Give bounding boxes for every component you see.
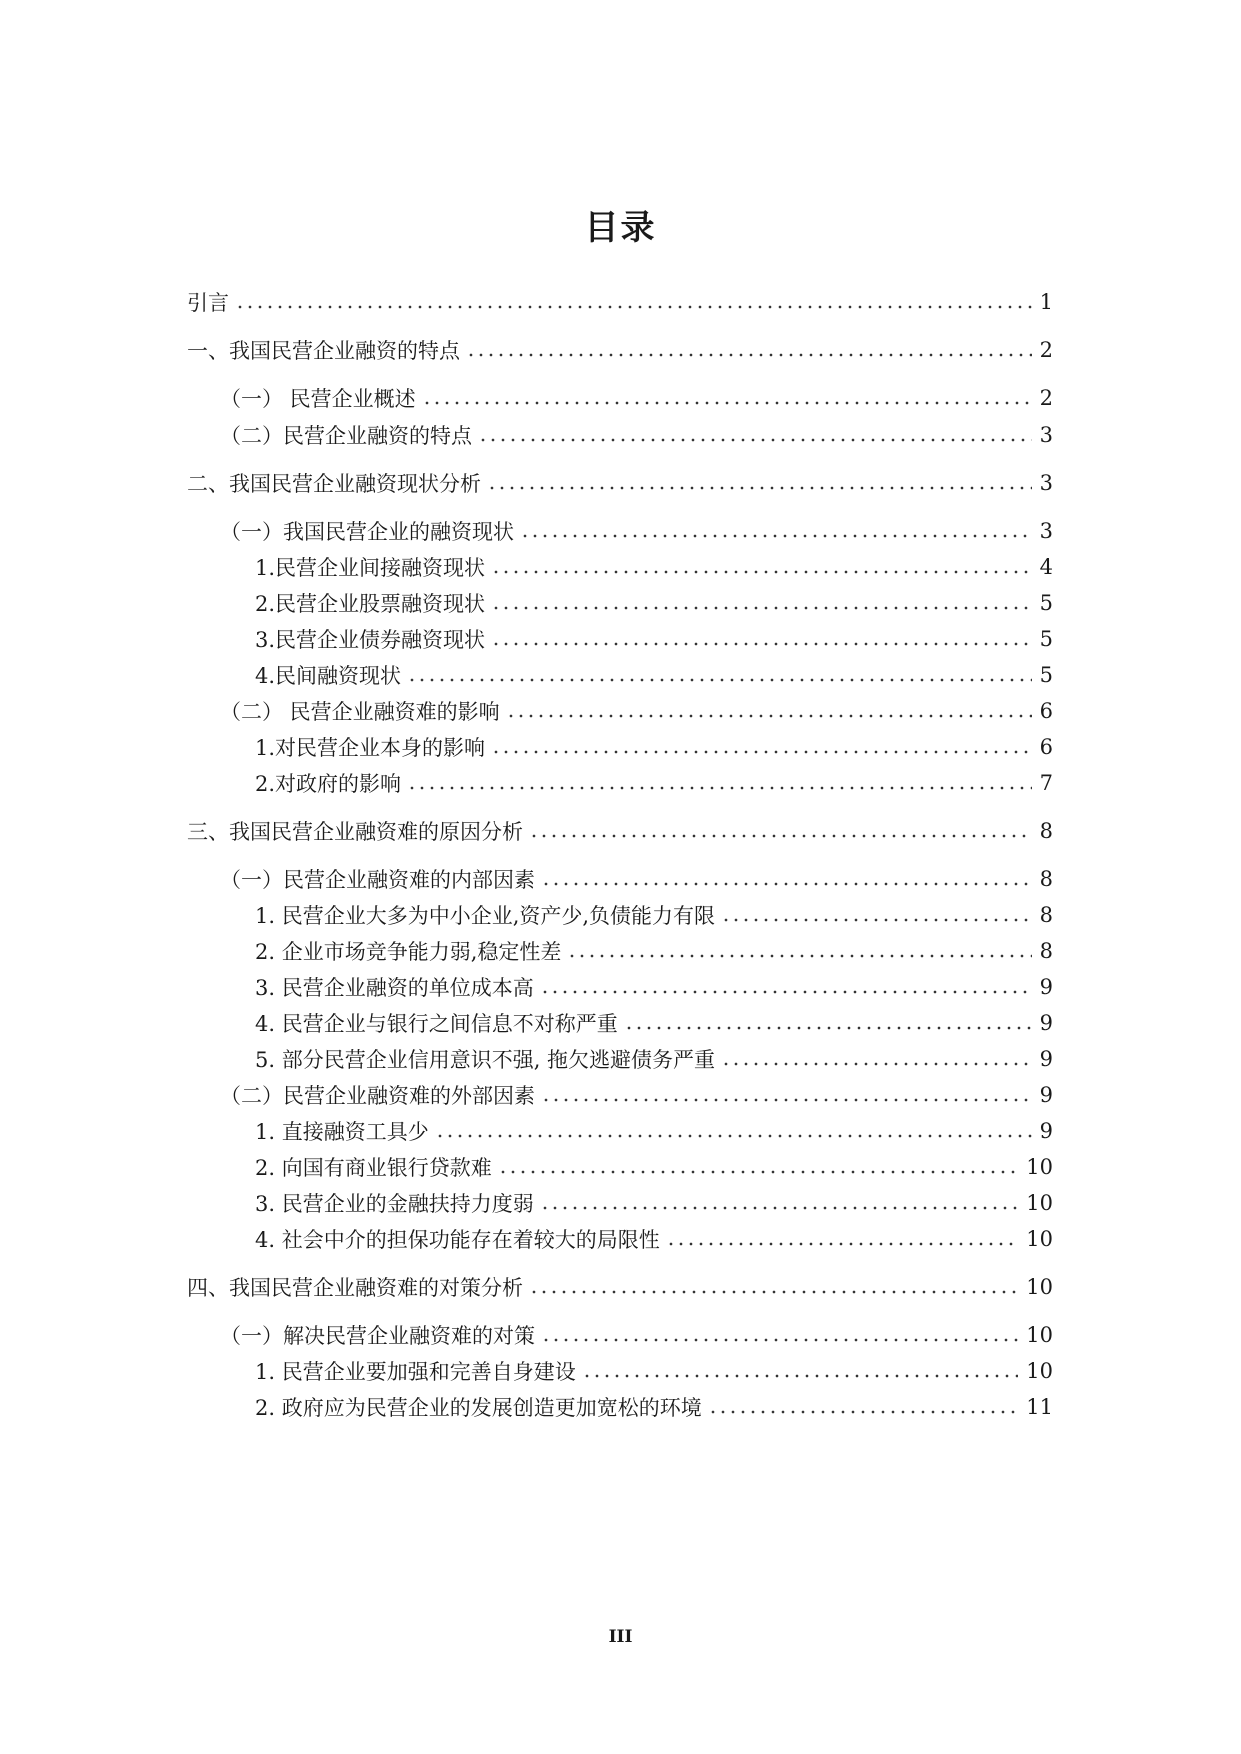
toc-entry-label: 2. 政府应为民营企业的发展创造更加宽松的环境: [255, 1396, 702, 1420]
toc-entry[interactable]: [187, 727, 1053, 767]
toc-entry[interactable]: [187, 1183, 1053, 1223]
toc-entry-label: 5. 部分民营企业信用意识不强, 拖欠逃避债务严重: [255, 1048, 716, 1072]
toc-entry-page: 9: [1039, 1011, 1053, 1035]
toc-entry-label: 2.对政府的影响: [255, 772, 402, 796]
dot-leader: [491, 642, 1032, 646]
toc-entry[interactable]: [187, 415, 1053, 455]
toc-entry[interactable]: [187, 1219, 1053, 1259]
toc-entry-label: 2. 向国有商业银行贷款难: [255, 1156, 492, 1180]
toc-entry-label: 4.民间融资现状: [255, 664, 402, 688]
toc-entry[interactable]: [187, 378, 1053, 418]
toc-entry-label: （一） 民营企业概述: [220, 387, 416, 411]
toc-entry[interactable]: [187, 763, 1053, 803]
toc-entry-label: 1.民营企业间接融资现状: [255, 556, 486, 580]
dot-leader: [235, 305, 1032, 309]
dot-leader: [506, 714, 1032, 718]
toc-entry-page: 7: [1039, 771, 1053, 795]
toc-entry-label: 1.对民营企业本身的影响: [255, 736, 486, 760]
toc-entry[interactable]: [187, 547, 1053, 587]
dot-leader: [498, 1170, 1019, 1174]
dot-leader: [708, 1410, 1019, 1414]
toc-entry-page: 3: [1039, 519, 1053, 543]
toc-entry[interactable]: [187, 1147, 1053, 1187]
toc-entry-page: 10: [1026, 1359, 1053, 1383]
toc-entry-page: 8: [1039, 939, 1053, 963]
toc-entry[interactable]: [187, 1267, 1053, 1307]
toc-entry-label: 四、我国民营企业融资难的对策分析: [187, 1276, 523, 1300]
toc-entry-page: 2: [1039, 338, 1053, 362]
toc-entry-label: （一）民营企业融资难的内部因素: [220, 868, 535, 892]
dot-leader: [529, 1290, 1018, 1294]
toc-entry[interactable]: [187, 583, 1053, 623]
toc-entry-page: 9: [1039, 1083, 1053, 1107]
toc-entry-page: 5: [1039, 591, 1053, 615]
toc-entry-label: 3. 民营企业的金融扶持力度弱: [255, 1192, 534, 1216]
dot-leader: [478, 438, 1032, 442]
toc-entry-page: 10: [1026, 1275, 1053, 1299]
toc-entry-page: 3: [1039, 423, 1053, 447]
toc-entry-label: 3. 民营企业融资的单位成本高: [255, 976, 534, 1000]
toc-entry[interactable]: [187, 463, 1053, 503]
toc-entry-label: 一、我国民营企业融资的特点: [187, 339, 460, 363]
toc-entry-page: 9: [1039, 1047, 1053, 1071]
toc-entry[interactable]: [187, 895, 1053, 935]
toc-entry[interactable]: [187, 282, 1053, 322]
toc-entry-page: 6: [1039, 699, 1053, 723]
toc-entry-label: 4. 民营企业与银行之间信息不对称严重: [255, 1012, 618, 1036]
toc-entry[interactable]: [187, 511, 1053, 551]
dot-leader: [582, 1374, 1019, 1378]
toc-entry-page: 11: [1026, 1395, 1053, 1419]
toc-entry-label: 3.民营企业债券融资现状: [255, 628, 486, 652]
toc-entry-page: 5: [1039, 663, 1053, 687]
toc-entry-label: 引言: [187, 291, 229, 315]
toc-entry-label: 1. 民营企业大多为中小企业,资产少,负债能力有限: [255, 904, 716, 928]
toc-entry-page: 3: [1039, 471, 1053, 495]
toc-entry-page: 10: [1026, 1323, 1053, 1347]
dot-leader: [567, 954, 1031, 958]
toc-entry[interactable]: [187, 691, 1053, 731]
dot-leader: [407, 786, 1032, 790]
toc-entry[interactable]: [187, 967, 1053, 1007]
toc-entry[interactable]: [187, 931, 1053, 971]
toc-entry[interactable]: [187, 655, 1053, 695]
toc-entry-label: （一）解决民营企业融资难的对策: [220, 1324, 535, 1348]
dot-leader: [491, 570, 1032, 574]
dot-leader: [466, 353, 1032, 357]
toc-entry[interactable]: [187, 1003, 1053, 1043]
toc-entry-label: 三、我国民营企业融资难的原因分析: [187, 820, 523, 844]
toc-entry-label: 2. 企业市场竞争能力弱,稳定性差: [255, 940, 562, 964]
toc-entry[interactable]: [187, 859, 1053, 899]
toc-entry-page: 1: [1039, 290, 1053, 314]
dot-leader: [541, 1338, 1018, 1342]
toc-entry[interactable]: [187, 1387, 1053, 1427]
toc-entry[interactable]: [187, 1111, 1053, 1151]
toc-entry[interactable]: [187, 811, 1053, 851]
toc-entry-label: 二、我国民营企业融资现状分析: [187, 472, 481, 496]
toc-entry-label: （二）民营企业融资的特点: [220, 424, 472, 448]
toc-entry[interactable]: [187, 1039, 1053, 1079]
toc-entry-page: 10: [1026, 1155, 1053, 1179]
toc-entry[interactable]: [187, 619, 1053, 659]
dot-leader: [624, 1026, 1032, 1030]
toc-entry-page: 9: [1039, 1119, 1053, 1143]
toc-entry[interactable]: [187, 330, 1053, 370]
footer-page-number: III: [608, 1627, 633, 1647]
toc-entry-page: 4: [1039, 555, 1053, 579]
toc-entry-label: 1. 民营企业要加强和完善自身建设: [255, 1360, 576, 1384]
toc-entry[interactable]: [187, 1315, 1053, 1355]
toc-entry-page: 8: [1039, 819, 1053, 843]
toc-entry-label: （二） 民营企业融资难的影响: [220, 700, 500, 724]
toc-entry-page: 5: [1039, 627, 1053, 651]
dot-leader: [541, 1098, 1032, 1102]
dot-leader: [435, 1134, 1032, 1138]
dot-leader: [721, 918, 1032, 922]
dot-leader: [529, 834, 1032, 838]
toc-entry-label: 1. 直接融资工具少: [255, 1120, 429, 1144]
toc-entry-label: 4. 社会中介的担保功能存在着较大的局限性: [255, 1228, 660, 1252]
toc-entry[interactable]: [187, 1075, 1053, 1115]
toc-entry-label: 2.民营企业股票融资现状: [255, 592, 486, 616]
toc-entry[interactable]: [187, 1351, 1053, 1391]
toc-entry-page: 9: [1039, 975, 1053, 999]
dot-leader: [540, 990, 1032, 994]
toc-entry-page: 10: [1026, 1227, 1053, 1251]
toc-entry-page: 2: [1039, 386, 1053, 410]
toc-entry-page: 8: [1039, 903, 1053, 927]
dot-leader: [487, 486, 1032, 490]
dot-leader: [520, 534, 1032, 538]
dot-leader: [540, 1206, 1019, 1210]
dot-leader: [422, 401, 1032, 405]
toc-entry-label: （二）民营企业融资难的外部因素: [220, 1084, 535, 1108]
toc-entry-page: 8: [1039, 867, 1053, 891]
dot-leader: [407, 678, 1032, 682]
toc-entry-page: 6: [1039, 735, 1053, 759]
toc-entry-label: （一）我国民营企业的融资现状: [220, 520, 514, 544]
dot-leader: [721, 1062, 1032, 1066]
dot-leader: [491, 750, 1032, 754]
dot-leader: [666, 1242, 1019, 1246]
page-title: 目录: [584, 208, 657, 248]
dot-leader: [541, 882, 1032, 886]
toc-entry-page: 10: [1026, 1191, 1053, 1215]
dot-leader: [491, 606, 1032, 610]
